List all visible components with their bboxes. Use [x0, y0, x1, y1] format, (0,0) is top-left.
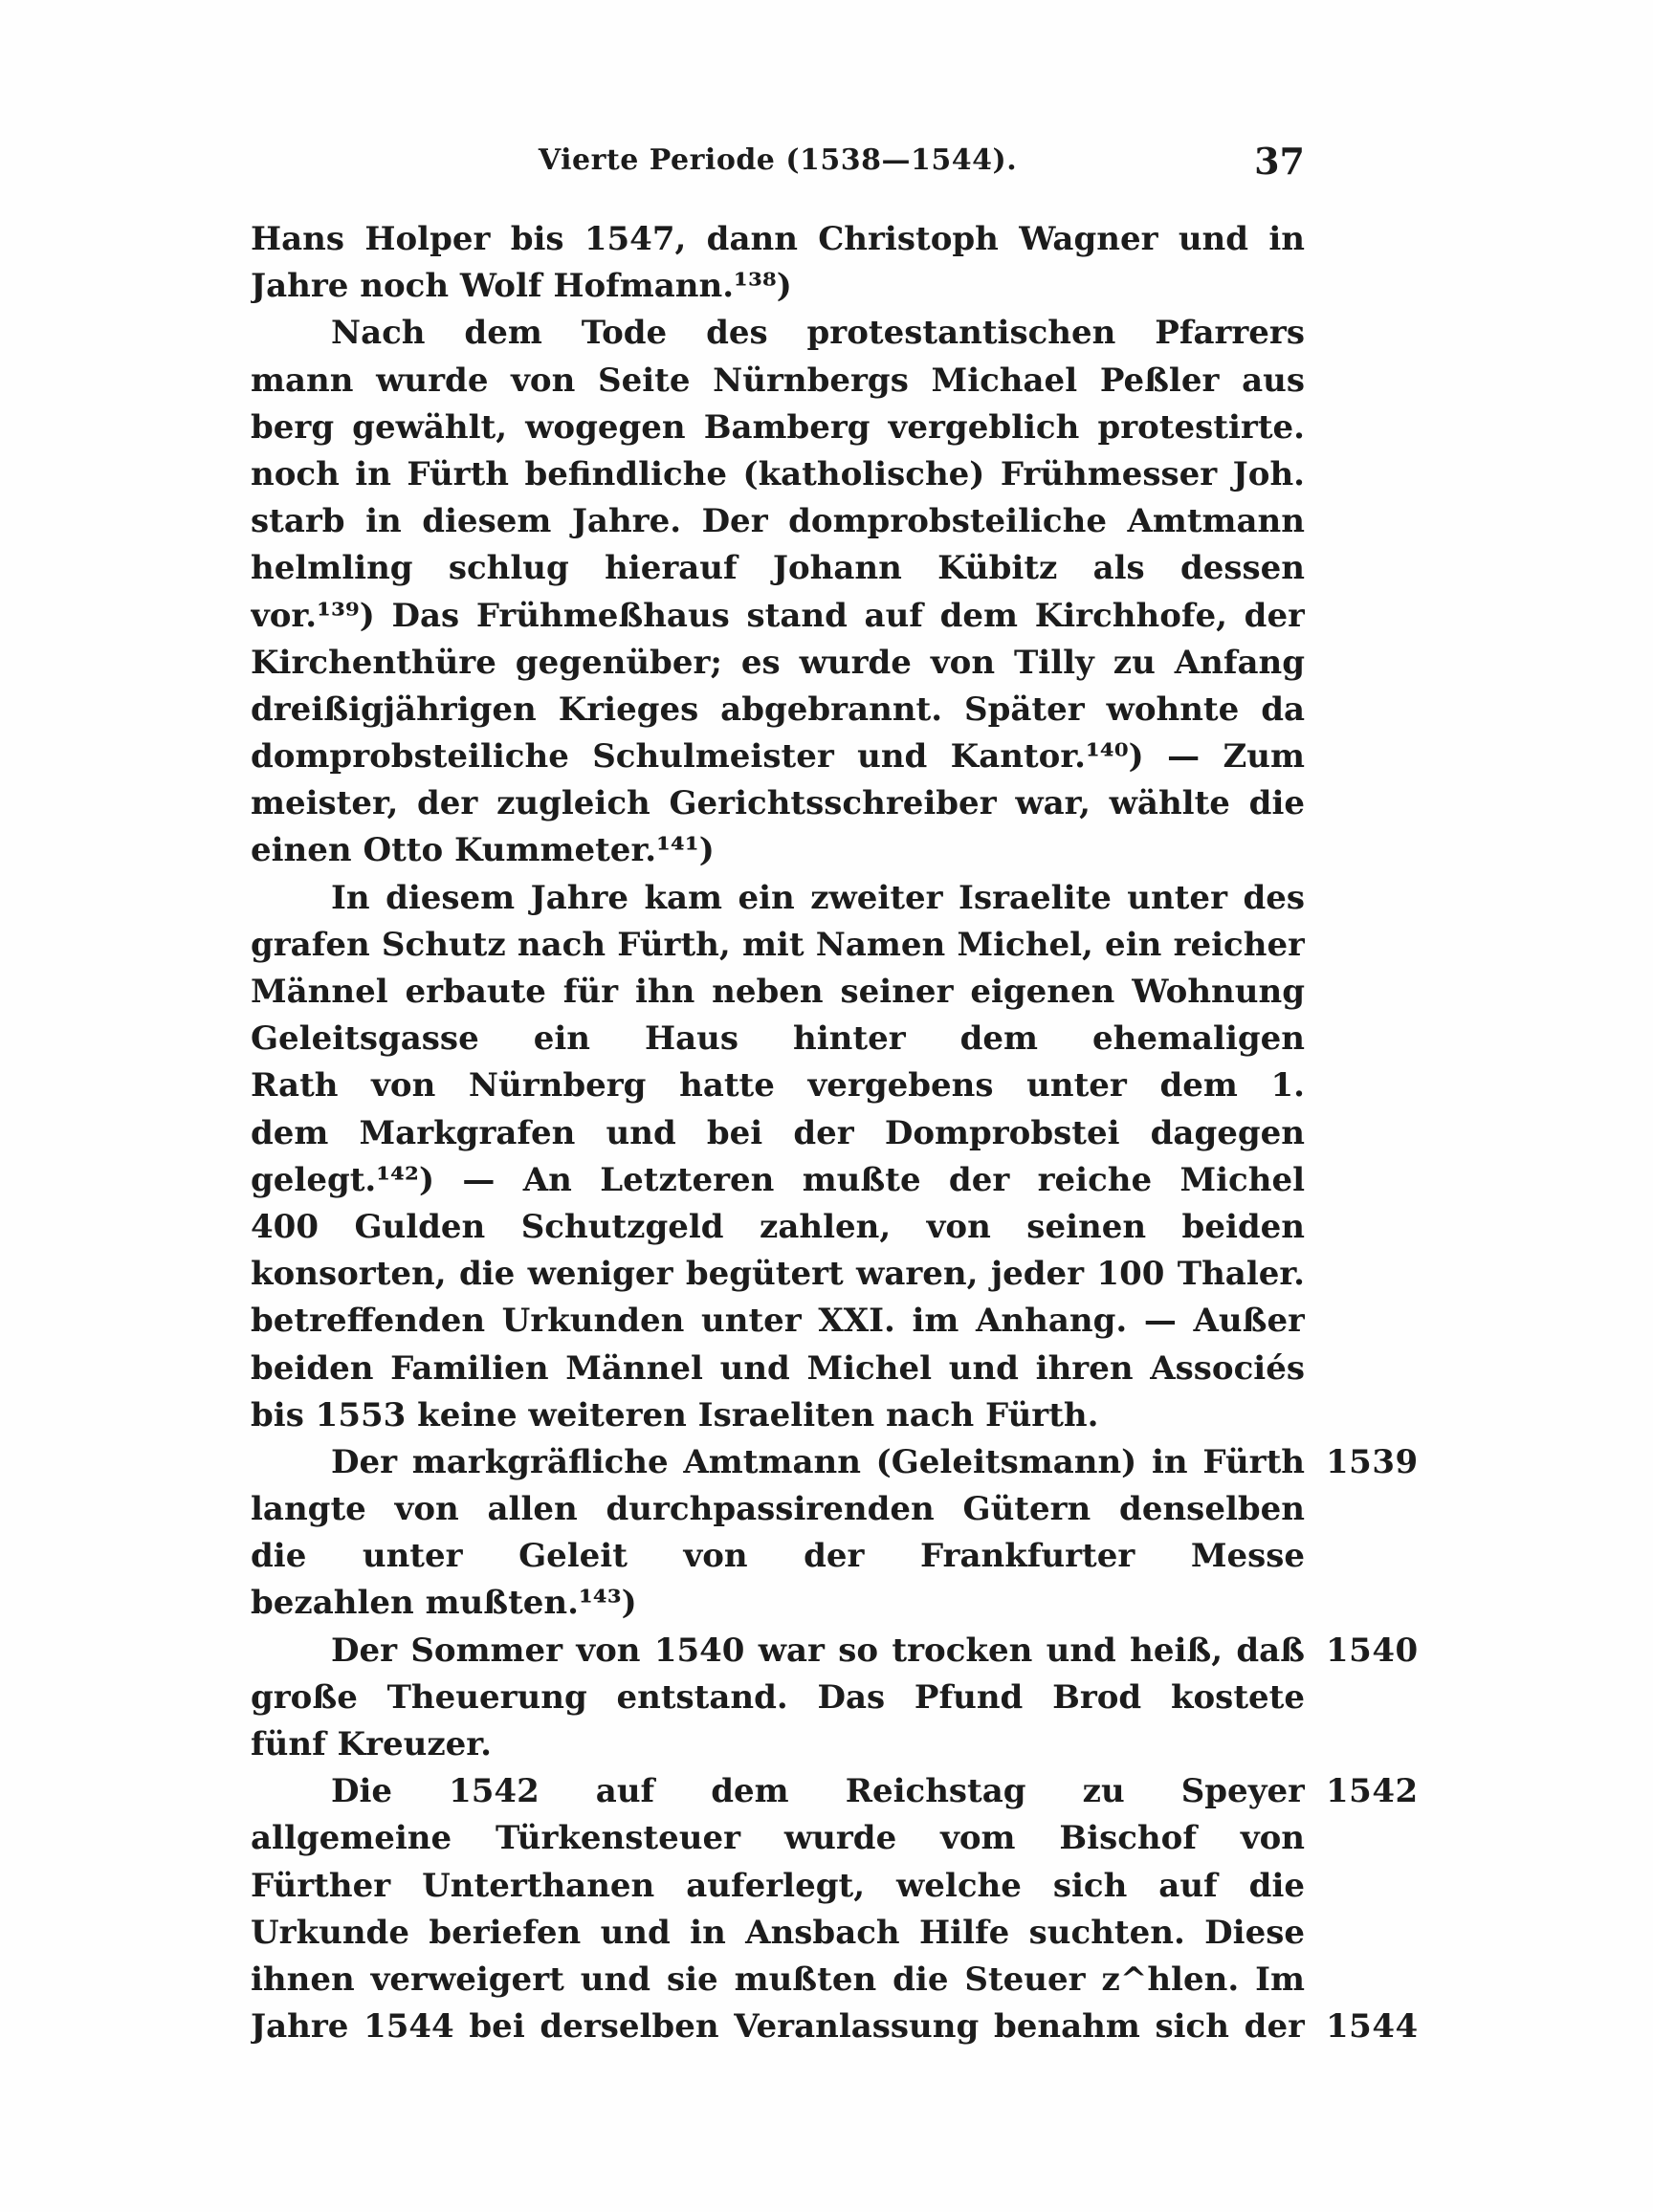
margin-year-note: 1539: [1326, 1442, 1419, 1481]
text-line-content: Männel erbaute für ihn neben seiner eigenen Wohnung: [251, 973, 1305, 1011]
text-line: [251, 780, 1305, 827]
text-line: [251, 1957, 1305, 2004]
text-line-content: dem Markgrafen und bei der Domprobstei dagegen: [251, 1113, 1305, 1152]
text-line: [251, 216, 1305, 263]
text-line: [251, 1157, 1305, 1204]
text-line-content: Die 1542 auf dem Reichstag zu Speyer: [331, 1772, 1305, 1811]
text-line: [251, 1392, 1305, 1439]
text-line: [251, 1486, 1305, 1533]
text-line: [251, 1062, 1305, 1109]
page-number: 37: [1254, 140, 1305, 183]
text-line: [251, 405, 1305, 451]
text-line-content: Fürther Unterthanen auferlegt, welche sich auf die: [251, 1866, 1305, 1905]
text-line-content: Der markgräfliche Amtmann (Geleitsmann) in Fürth: [331, 1442, 1305, 1481]
text-line: [251, 640, 1305, 687]
body-text: [251, 216, 1419, 2050]
text-line-content: meister, der zugleich Gerichtsschreiber war, wählte die: [251, 784, 1305, 823]
text-line: [251, 358, 1305, 405]
text-line-content: noch in Fürth befindliche (katholische) Frühmesser Joh.: [251, 454, 1305, 493]
text-line-content: gelegt.¹⁴²) — An Letzteren mußte der reiche Michel: [251, 1160, 1305, 1199]
text-line: [251, 310, 1305, 357]
text-line: [251, 1439, 1419, 1486]
text-line-content: fünf Kreuzer.: [251, 1725, 492, 1763]
text-line: [251, 1580, 1305, 1627]
page-header-title: Vierte Periode (1538—1544).: [538, 143, 1018, 177]
text-line-content: bis 1553 keine weiteren Israeliten nach Fürth.: [251, 1395, 1099, 1435]
text-line-content: allgemeine Türkensteuer wurde vom Bischof von: [251, 1819, 1305, 1858]
text-line: [251, 875, 1305, 922]
text-line: [251, 1298, 1305, 1345]
margin-year-note: 1542: [1326, 1772, 1419, 1811]
text-line-content: Der Sommer von 1540 war so trocken und heiß, daß: [331, 1631, 1305, 1670]
text-line-content: die unter Geleit von der Frankfurter Messe: [251, 1537, 1305, 1576]
text-line: [251, 734, 1305, 780]
text-line-content: einen Otto Kummeter.¹⁴¹): [251, 831, 715, 870]
text-line-content: Jahre noch Wolf Hofmann.¹³⁸): [251, 267, 792, 306]
text-line-content: langte von allen durchpassirenden Gütern denselben: [251, 1490, 1305, 1529]
text-line-content: starb in diesem Jahre. Der domprobsteiliche Amtmann: [251, 502, 1305, 541]
text-line: [251, 1675, 1305, 1721]
text-line-content: Urkunde beriefen und in Ansbach Hilfe suchten. Diese: [251, 1913, 1305, 1952]
text-line: [251, 1628, 1419, 1675]
text-line: [251, 1910, 1305, 1957]
text-line-content: beiden Familien Männel und Michel und ihren Associés: [251, 1348, 1305, 1388]
text-line: [251, 1346, 1305, 1392]
text-line: [251, 827, 1305, 874]
text-line: [251, 1016, 1305, 1062]
text-line-content: konsorten, die weniger begütert waren, jeder 100 Thaler.: [251, 1255, 1305, 1294]
text-line: [251, 1533, 1305, 1580]
text-line-content: Geleitsgasse ein Haus hinter dem ehemaligen: [251, 1019, 1305, 1059]
text-line-content: ihnen verweigert und sie mußten die Steuer z^hlen. Im: [251, 1960, 1305, 1999]
text-line: [251, 451, 1305, 498]
text-line-content: bezahlen mußten.¹⁴³): [251, 1584, 637, 1623]
text-line: [251, 263, 1305, 310]
text-line: [251, 545, 1305, 592]
text-line: [251, 2004, 1419, 2050]
text-line-content: betreffenden Urkunden unter XXI. im Anhang. — Außer: [251, 1302, 1305, 1341]
text-line-content: In diesem Jahre kam ein zweiter Israelite unter des: [331, 878, 1305, 917]
text-line-content: Hans Holper bis 1547, dann Christoph Wagner und in: [251, 220, 1305, 258]
running-header: [251, 140, 1305, 191]
text-line-content: helmling schlug hierauf Johann Kübitz als dessen: [251, 549, 1305, 588]
text-line-content: berg gewählt, wogegen Bamberg vergeblich protestirte.: [251, 407, 1305, 447]
text-line-content: Kirchenthüre gegenüber; es wurde von Tilly zu Anfang: [251, 643, 1305, 682]
text-line-content: vor.¹³⁹) Das Frühmeßhaus stand auf dem Kirchhofe, der: [251, 596, 1305, 635]
text-line: [251, 498, 1305, 545]
text-line-content: mann wurde von Seite Nürnbergs Michael Peßler aus: [251, 361, 1305, 400]
text-line: [251, 1768, 1419, 1815]
text-line-content: Jahre 1544 bei derselben Veranlassung benahm sich der: [251, 2007, 1305, 2047]
text-line-content: grafen Schutz nach Fürth, mit Namen Michel, ein reicher: [251, 925, 1305, 964]
text-line-content: Nach dem Tode des protestantischen Pfarrers: [331, 314, 1305, 353]
text-line: [251, 1204, 1305, 1251]
text-line-content: große Theuerung entstand. Das Pfund Brod kostete: [251, 1677, 1305, 1717]
text-line-content: 400 Gulden Schutzgeld zahlen, von seinen beiden: [251, 1207, 1305, 1246]
text-line: [251, 1110, 1305, 1157]
margin-year-note: 1544: [1326, 2007, 1419, 2047]
text-line: [251, 1863, 1305, 1910]
text-line: [251, 1721, 1305, 1768]
text-line: [251, 687, 1305, 734]
margin-year-note: 1540: [1326, 1631, 1419, 1670]
text-line: [251, 922, 1305, 969]
text-line: [251, 1815, 1305, 1862]
text-line: [251, 593, 1305, 640]
text-line: [251, 1251, 1305, 1298]
text-line: [251, 969, 1305, 1016]
text-line-content: domprobsteiliche Schulmeister und Kantor.¹⁴⁰) — Zum: [251, 737, 1305, 777]
text-line-content: Rath von Nürnberg hatte vergebens unter dem 1.: [251, 1066, 1305, 1106]
text-line-content: dreißigjährigen Krieges abgebrannt. Später wohnte da: [251, 690, 1305, 729]
